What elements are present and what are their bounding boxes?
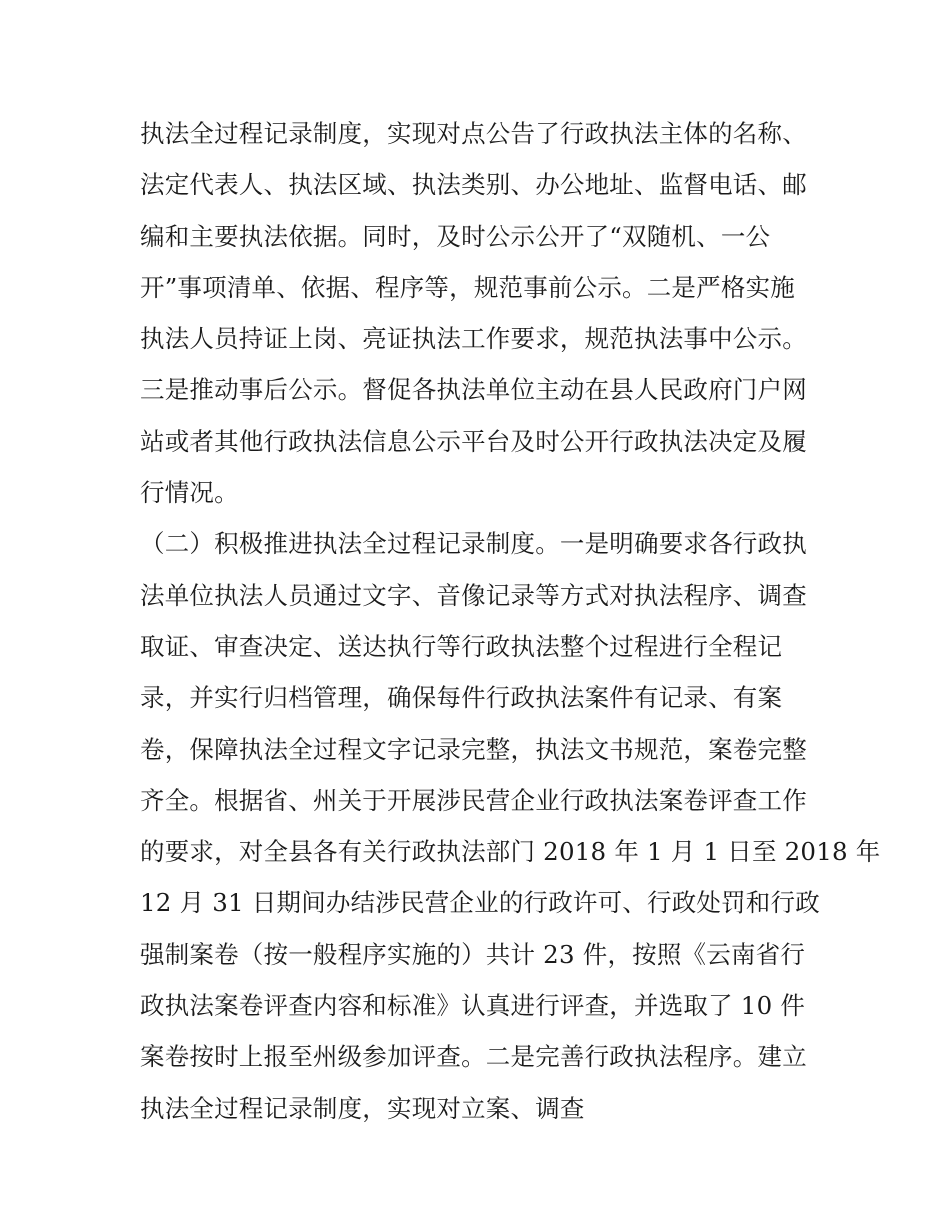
text-line: 案卷按时上报至州级参加评查。二是完善行政执法程序。建立 [140, 1042, 807, 1072]
text-line: （二）积极推进执法全过程记录制度。一是明确要求各行政执 [140, 529, 807, 559]
text-line: 的要求，对全县各有关行政执法部门 2018 年 1 月 1 日至 2018 年 [140, 837, 881, 867]
text-line: 卷，保障执法全过程文字记录完整，执法文书规范，案卷完整 [140, 734, 807, 764]
text-line: 12 月 31 日期间办结涉民营企业的行政许可、行政处罚和行政 [140, 888, 820, 918]
text-line: 强制案卷（按一般程序实施的）共计 23 件，按照《云南省行 [140, 939, 806, 969]
text-line: 执法人员持证上岗、亮证执法工作要求，规范执法事中公示。 [140, 324, 807, 354]
text-line: 执法全过程记录制度，实现对立案、调查 [140, 1093, 585, 1123]
text-line: 取证、审查决定、送达执行等行政执法整个过程进行全程记 [140, 631, 783, 661]
text-line: 开”事项清单、依据、程序等，规范事前公示。二是严格实施 [140, 272, 795, 302]
text-line: 法定代表人、执法区域、执法类别、办公地址、监督电话、邮 [140, 170, 807, 200]
text-line: 站或者其他行政执法信息公示平台及时公开行政执法决定及履 [140, 426, 807, 456]
text-line: 录，并实行归档管理，确保每件行政执法案件有记录、有案 [140, 683, 783, 713]
text-line: 三是推动事后公示。督促各执法单位主动在县人民政府门户网 [140, 375, 807, 405]
text-line: 齐全。根据省、州关于开展涉民营企业行政执法案卷评查工作 [140, 785, 807, 815]
text-line: 政执法案卷评查内容和标准》认真进行评查，并选取了 10 件 [140, 991, 806, 1021]
text-line: 执法全过程记录制度，实现对点公告了行政执法主体的名称、 [140, 119, 807, 148]
text-line: 编和主要执法依据。同时，及时公示公开了“双随机、一公 [140, 221, 771, 251]
text-line: 行情况。 [140, 478, 239, 508]
text-line: 法单位执法人员通过文字、音像记录等方式对执法程序、调查 [140, 580, 807, 610]
body-text [140, 108, 881, 1134]
